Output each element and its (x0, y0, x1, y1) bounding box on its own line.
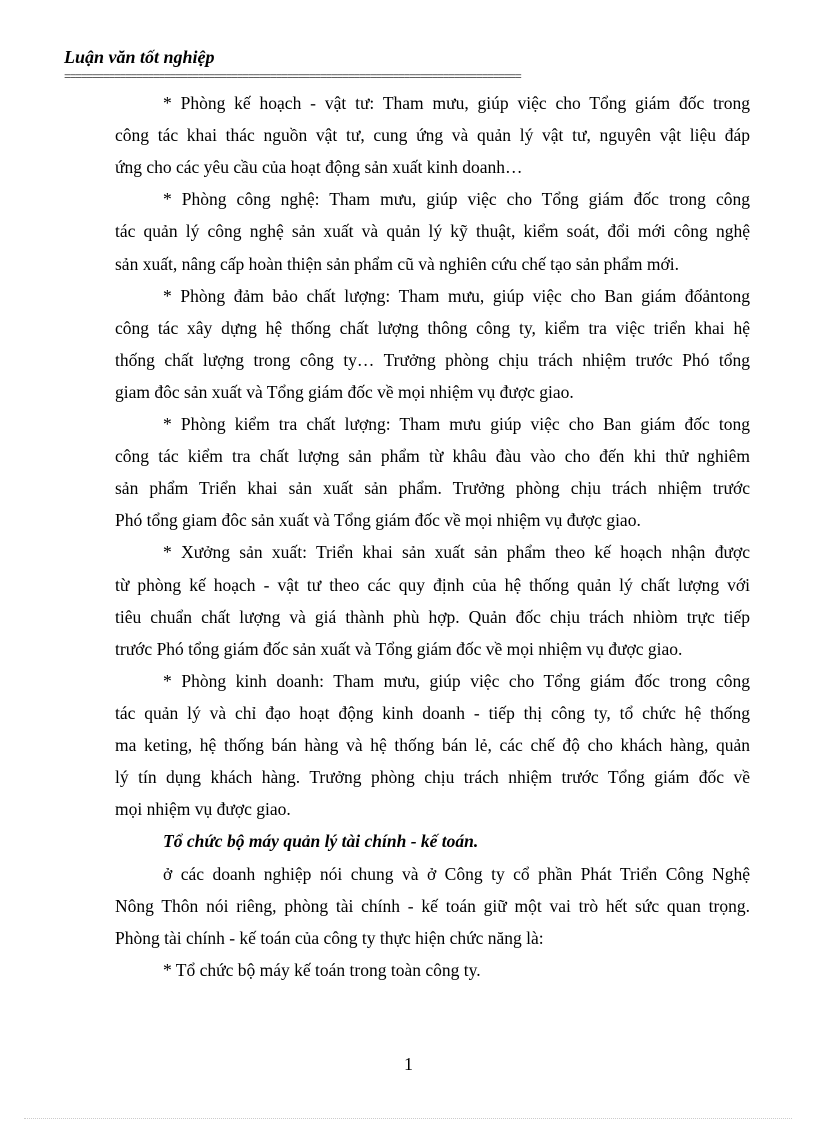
paragraph-first-line: * Xưởng sản xuất: Triển khai sản xuất sản phẩm theo kế hoạch nhận được (163, 542, 750, 563)
paragraph-line: công tác khai thác nguồn vật tư, cung ứng và quản lý vật tư, nguyên vật liệu đáp (115, 125, 750, 146)
paragraph-line: thống chất lượng trong công ty… Trưởng phòng chịu trách nhiệm trước Phó tổng (115, 349, 750, 370)
page-number: 1 (404, 1054, 413, 1074)
paragraph-first-line: * Phòng kinh doanh: Tham mưu, giúp việc cho Tổng giám đốc trong công (163, 670, 750, 691)
paragraph-line: Nông Thôn nói riêng, phòng tài chính - kế toán giữ một vai trò hết sức quan trọng. (115, 896, 750, 917)
paragraph-line: từ phòng kế hoạch - vật tư theo các quy định của hệ thống quản lý chất lượng với (115, 574, 750, 595)
paragraph-line: mọi nhiệm vụ được giao. (115, 799, 291, 820)
running-header: Luận văn tốt nghiệp (64, 47, 215, 67)
paragraph-line: ứng cho các yêu cầu của hoạt động sản xuất kinh doanh… (115, 157, 523, 178)
paragraph-line: công tác kiểm tra chất lượng sản phẩm từ khâu đàu vào cho đến khi thử nghiêm (115, 446, 750, 467)
paragraph-line: tác quản lý và chỉ đạo hoạt động kinh doanh - tiếp thị công ty, tổ chức hệ thống (115, 702, 750, 723)
paragraph-first-line: * Phòng đảm bảo chất lượng: Tham mưu, giúp việc cho Ban giám đốảntong (163, 285, 750, 306)
paragraph-first-line: * Phòng công nghệ: Tham mưu, giúp việc cho Tổng giám đốc trong công (163, 189, 750, 210)
paragraph-line: công tác xây dựng hệ thống chất lượng thông công ty, kiểm tra việc triển khai hệ (115, 317, 750, 338)
paragraph-line: tiêu chuẩn chất lượng và giá thành phù hợp. Quản đốc chịu trách nhiòm trực tiếp (115, 606, 750, 627)
paragraph-line: tác quản lý công nghệ sản xuất và quản lý kỹ thuật, kiểm soát, đổi mới công nghệ (115, 221, 750, 242)
paragraph-first-line: * Phòng kiểm tra chất lượng: Tham mưu giúp việc cho Ban giám đốc tong (163, 414, 750, 434)
paragraph-line: sản phẩm Triển khai sản xuất sản phẩm. Trưởng phòng chịu trách nhiệm trước (115, 478, 750, 499)
header-rule: ================================================================================== (64, 70, 521, 82)
page-boundary (24, 1118, 792, 1119)
paragraph-line: lý tín dụng khách hàng. Trưởng phòng chịu trách nhiệm trước Tổng giám đốc về (115, 767, 750, 788)
paragraph-line: sản xuất, nâng cấp hoàn thiện sản phẩm cũ và nghiên cứu chế tạo sản phẩm mới. (115, 253, 679, 274)
paragraph-line: Phòng tài chính - kế toán của công ty thực hiện chức năng là: (115, 928, 544, 949)
paragraph-first-line: * Tổ chức bộ máy kế toán trong toàn công ty. (163, 960, 481, 981)
paragraph-line: ma keting, hệ thống bán hàng và hệ thống bán lẻ, các chế độ cho khách hàng, quản (115, 735, 750, 755)
paragraph-line: Phó tổng giam đôc sản xuất và Tổng giám đốc về mọi nhiệm vụ được giao. (115, 510, 641, 531)
paragraph-line: trước Phó tổng giám đốc sản xuất và Tổng giám đốc về mọi nhiệm vụ được giao. (115, 638, 683, 659)
paragraph-first-line: ở các doanh nghiệp nói chung và ở Công ty cổ phần Phát Triển Công Nghệ (163, 864, 750, 884)
paragraph-line: giam đôc sản xuất và Tổng giám đốc về mọi nhiệm vụ được giao. (115, 381, 574, 402)
paragraph-first-line: * Phòng kế hoạch - vật tư: Tham mưu, giúp việc cho Tổng giám đốc trong (163, 93, 750, 113)
section-heading: Tổ chức bộ máy quản lý tài chính - kế toán. (163, 831, 479, 851)
